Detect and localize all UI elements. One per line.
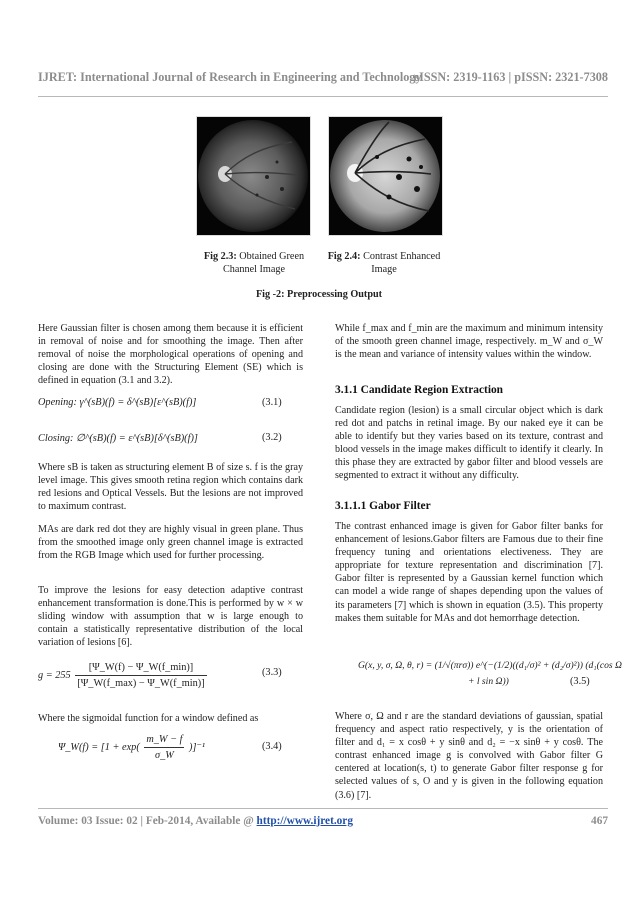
left-para-2: Where sB is taken as structuring element B of size s. f is the gray level image. This gives smooth retina region which contains dark red lesions and Optical Vessels. But the lesions are not improved to maximum contrast. bbox=[38, 462, 303, 513]
fig-2-4-caption: Fig 2.4: Contrast Enhanced Image bbox=[327, 251, 441, 275]
running-footer bbox=[38, 815, 608, 827]
right-para-3: The contrast enhanced image is given for Gabor filter banks for enhancement of lesions.Gabor filters are Famous due to their fine frequency tuning and orientations electiveness. They are appropriate for texture representation and discrimination [7]. Gabor filter is represented by a Gaussian kernel function which can model a wide range of shapes depending upon the values of its parameters [7] which is shown in equation (3.5). This property makes them suitable for MAs and dot hemorrhage detection. bbox=[335, 521, 603, 624]
fig-green-channel-image bbox=[196, 116, 311, 236]
equation-3-5-line-2: + l sin Ω)) bbox=[468, 676, 509, 687]
footer-volume: Volume: 03 Issue: 02 | Feb-2014, Available @ bbox=[38, 815, 257, 827]
left-para-5: Where the sigmoidal function for a window defined as bbox=[38, 713, 259, 724]
page-number: 467 bbox=[591, 815, 608, 827]
equation-3-1-number: (3.1) bbox=[262, 397, 282, 408]
left-para-4: To improve the lesions for easy detection adaptive contrast enhancement transformation is done.This is performed by w × w sliding window with assumption that w is large enough to contain a statistically representative distribution of the local variation of lesions [6]. bbox=[38, 585, 303, 649]
right-para-2: Candidate region (lesion) is a small circular object which is dark red dot and patchs in retinal image. By our naked eye it can be able to identify but they varies based on its texture, contrast and blood vessels in the image makes difficult to identify it clearly. In this phase they are extracted by gabor filter and blood vessels are segmented to extract it without any difficulty. bbox=[335, 405, 603, 482]
journal-name: IJRET: International Journal of Research in Engineering and Technology bbox=[38, 70, 422, 84]
equation-3-5-number: (3.5) bbox=[570, 676, 590, 687]
section-3-1-1-1-heading: 3.1.1.1 Gabor Filter bbox=[335, 500, 431, 512]
equation-3-5-line-1: G(x, y, σ, Ω, θ, r) = (1/√(πrσ)) e^(−(1/2)((d₁/σ)² + (d₂/σ)²)) (d₁(cos Ω bbox=[358, 660, 622, 671]
equation-3-4-denominator: σ_W bbox=[155, 750, 174, 761]
left-para-3: MAs are dark red dot they are highly visual in green plane. Thus from the smoothed image only green channel image is extracted from the RGB Image which used for further processing. bbox=[38, 524, 303, 562]
right-para-4: Where σ, Ω and r are the standard deviations of gaussian, spatial frequency and aspect ratio respectively, y is the orientation of filter and d₁ = x cosθ + y sinθ and d₂ = −x sinθ + y cosθ. The contrast enhanced image g is convolved with Gabor filter G centered at location(s, t) to generate Gabor filter response g for selected values of s, O and y is given in the following equation (3.6) [7]. bbox=[335, 711, 603, 801]
left-para-1: Here Gaussian filter is chosen among them because it is efficient in removal of noise and for smoothing the image. Then after removal of noise the morphological operations of opening and closing are done with the Structuring Element (SE) which is defined in equation (3.1 and 3.2). bbox=[38, 323, 303, 387]
equation-3-4: Ψ_W(f) = [1 + exp( $\frac{m\_W - f}{\sigma\_W}$ )]⁻¹ bbox=[58, 734, 206, 761]
equation-3-2: Closing: ∅^(sB)(f) = ε^(sB)[δ^(sB)(f)] bbox=[38, 433, 198, 444]
fig-2-3-caption: Fig 2.3: Obtained Green Channel Image bbox=[203, 251, 305, 275]
journal-url-link[interactable]: http://www.ijret.org bbox=[256, 815, 353, 827]
section-3-1-1-heading: 3.1.1 Candidate Region Extraction bbox=[335, 384, 504, 396]
equation-3-1: Opening: γ^(sB)(f) = δ^(sB)[ε^(sB)(f)] bbox=[38, 397, 197, 408]
equation-3-3-numerator: [Ψ_W(f) − Ψ_W(f_min)] bbox=[75, 660, 206, 676]
equation-3-2-number: (3.2) bbox=[262, 432, 282, 443]
equation-3-3-denominator: [Ψ_W(f_max) − Ψ_W(f_min)] bbox=[77, 678, 205, 689]
fig-contrast-enhanced-image bbox=[328, 116, 443, 236]
equation-3-4-number: (3.4) bbox=[262, 741, 282, 752]
running-header bbox=[38, 70, 608, 92]
header-rule bbox=[38, 96, 608, 97]
equation-3-4-numerator: m_W − f bbox=[144, 732, 184, 748]
right-para-1: While f_max and f_min are the maximum and minimum intensity of the smooth green channel image, respectively. m_W and σ_W is the mean and variance of intensity values within the window. bbox=[335, 323, 603, 361]
footer-rule bbox=[38, 808, 608, 809]
fig-2-group-caption: Fig -2: Preprocessing Output bbox=[255, 289, 383, 300]
equation-3-3-number: (3.3) bbox=[262, 667, 282, 678]
issn: eISSN: 2319-1163 | pISSN: 2321-7308 bbox=[413, 70, 608, 84]
equation-3-3: g = 255 $\frac{[\Psi\_W(f) - \Psi\_W(f\_\min)]}{[\Psi\_W(f\_\max) - \Psi\_W(f\_\min)]}$ bbox=[38, 662, 205, 689]
